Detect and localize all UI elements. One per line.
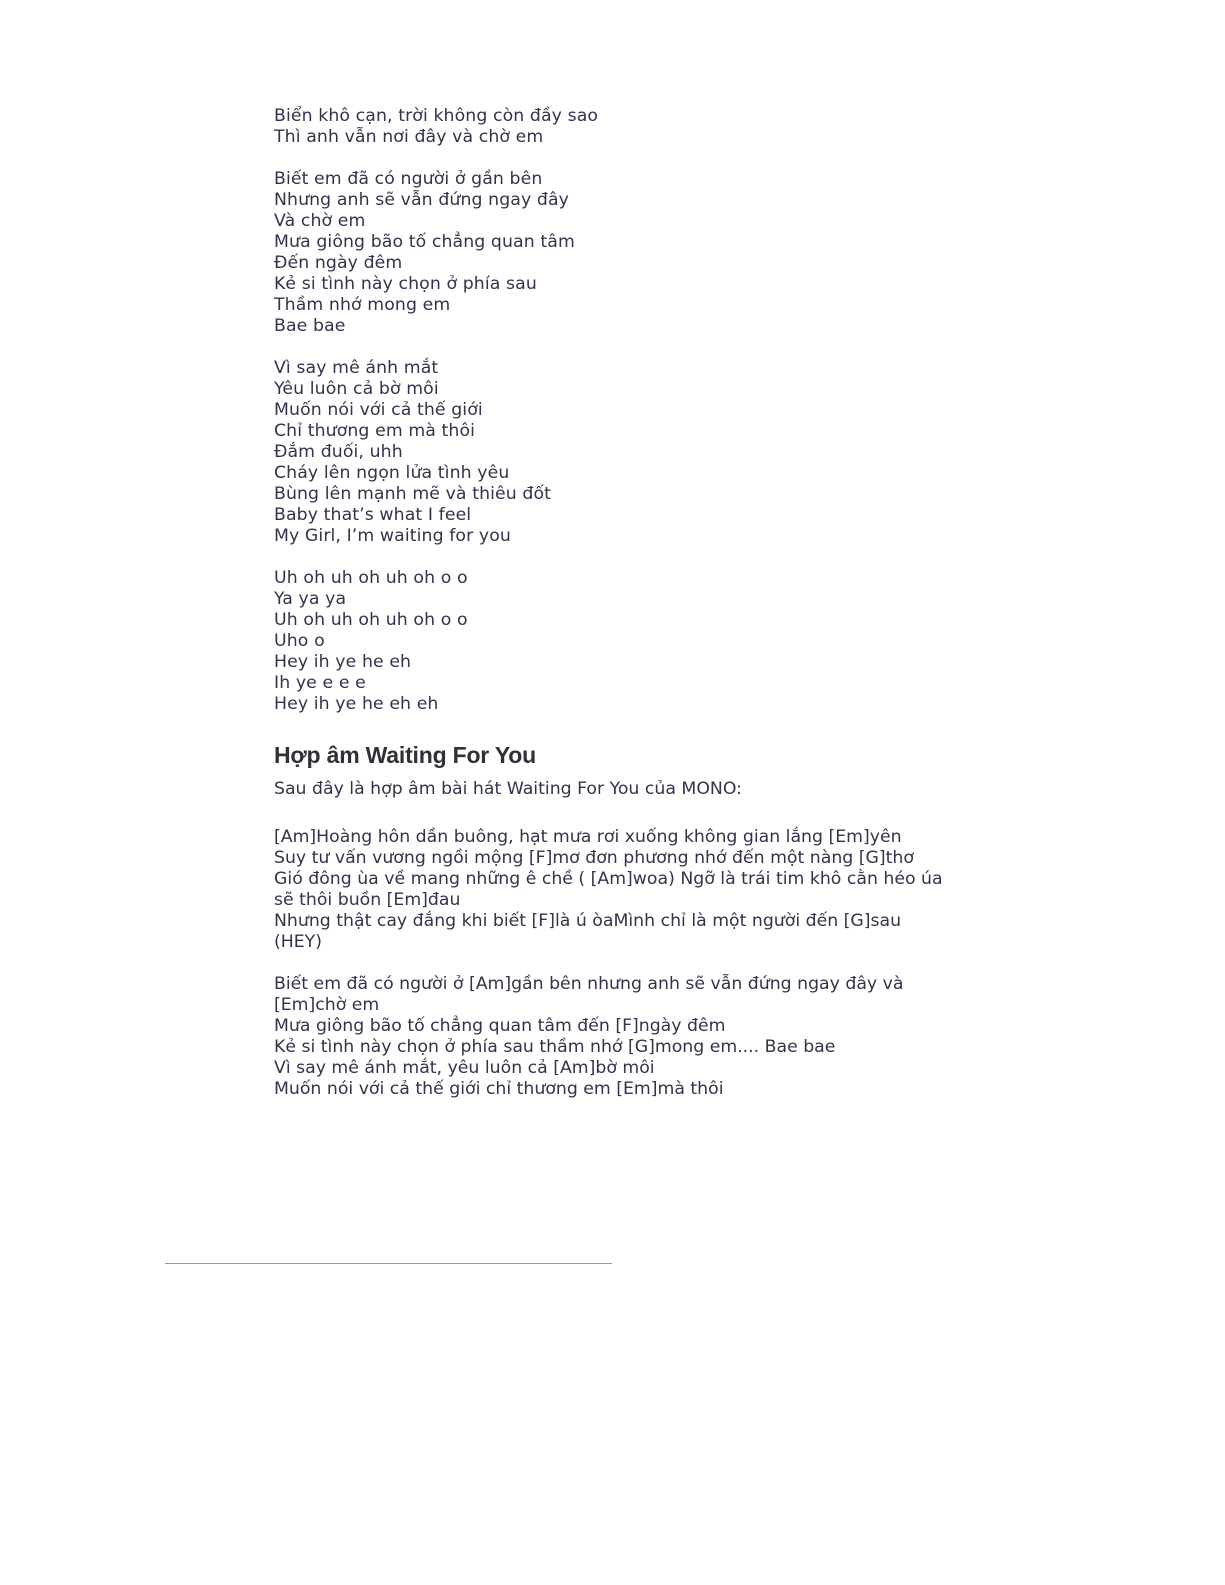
chord-sheet <box>274 827 974 1100</box>
lyrics <box>274 106 974 715</box>
lyric-line: Baby that’s what I feel <box>274 505 472 525</box>
chord-line: Kẻ si tình này chọn ở phía sau thầm nhớ [G]mong em.... Bae bae <box>274 1037 836 1057</box>
lyric-line: Bae bae <box>274 316 346 336</box>
lyric-line: Uh oh uh oh uh oh o o <box>274 568 468 588</box>
lyric-line: Kẻ si tình này chọn ở phía sau <box>274 274 537 294</box>
lyric-line: Hey ih ye he eh eh <box>274 694 439 714</box>
chord-stanza <box>274 974 974 1100</box>
chord-line: Nhưng thật cay đắng khi biết [F]là ú òaMình chỉ là một người đến [G]sau (HEY) <box>274 911 902 952</box>
lyric-line: Mưa giông bão tố chẳng quan tâm <box>274 232 575 252</box>
lyric-line: Biển khô cạn, trời không còn đầy sao <box>274 106 599 126</box>
lyric-line: My Girl, I’m waiting for you <box>274 526 511 546</box>
lyric-line: Nhưng anh sẽ vẫn đứng ngay đây <box>274 190 569 210</box>
lyric-line: Cháy lên ngọn lửa tình yêu <box>274 463 510 483</box>
lyric-line: Uho o <box>274 631 325 651</box>
lyric-line: Bùng lên mạnh mẽ và thiêu đốt <box>274 484 552 504</box>
lyric-line: Đến ngày đêm <box>274 253 403 273</box>
chord-line: [Am]Hoàng hôn dần buông, hạt mưa rơi xuống không gian lắng [Em]yên <box>274 827 902 847</box>
lyric-line: Ih ye e e e <box>274 673 366 693</box>
lyric-line: Thầm nhớ mong em <box>274 295 451 315</box>
chord-stanza <box>274 827 974 953</box>
lyrics-stanza <box>274 358 974 547</box>
document-body <box>274 106 974 1100</box>
chord-line: Mưa giông bão tố chẳng quan tâm đến [F]ngày đêm <box>274 1016 726 1036</box>
lyric-line: Thì anh vẫn nơi đây và chờ em <box>274 127 544 147</box>
lyric-line: Muốn nói với cả thế giới <box>274 400 483 420</box>
chord-line: Muốn nói với cả thế giới chỉ thương em [Em]mà thôi <box>274 1079 724 1099</box>
section-intro: Sau đây là hợp âm bài hát Waiting For You của MONO: <box>274 779 742 799</box>
lyrics-stanza <box>274 169 974 337</box>
lyric-line: Đắm đuối, uhh <box>274 442 403 462</box>
lyric-line: Hey ih ye he eh <box>274 652 412 672</box>
lyrics-stanza <box>274 106 974 148</box>
lyric-line: Vì say mê ánh mắt <box>274 358 439 378</box>
lyric-line: Và chờ em <box>274 211 366 231</box>
chord-line: Vì say mê ánh mắt, yêu luôn cả [Am]bờ môi <box>274 1058 655 1078</box>
lyric-line: Uh oh uh oh uh oh o o <box>274 610 468 630</box>
footnote-separator <box>165 1263 612 1264</box>
lyrics-stanza <box>274 568 974 715</box>
section-heading: Hợp âm Waiting For You <box>274 742 536 768</box>
lyric-line: Yêu luôn cả bờ môi <box>274 379 439 399</box>
chord-line: Suy tư vấn vương ngồi mộng [F]mơ đơn phương nhớ đến một nàng [G]thơ <box>274 848 914 868</box>
lyric-line: Chỉ thương em mà thôi <box>274 421 476 441</box>
lyric-line: Biết em đã có người ở gần bên <box>274 169 543 189</box>
lyric-line: Ya ya ya <box>274 589 347 609</box>
chord-line: Biết em đã có người ở [Am]gần bên nhưng anh sẽ vẫn đứng ngay đây và [Em]chờ em <box>274 974 904 1015</box>
chord-line: Gió đông ùa về mang những ê chề ( [Am]woa) Ngỡ là trái tim khô cằn héo úa sẽ thôi buồn [Em]đau <box>274 869 943 910</box>
